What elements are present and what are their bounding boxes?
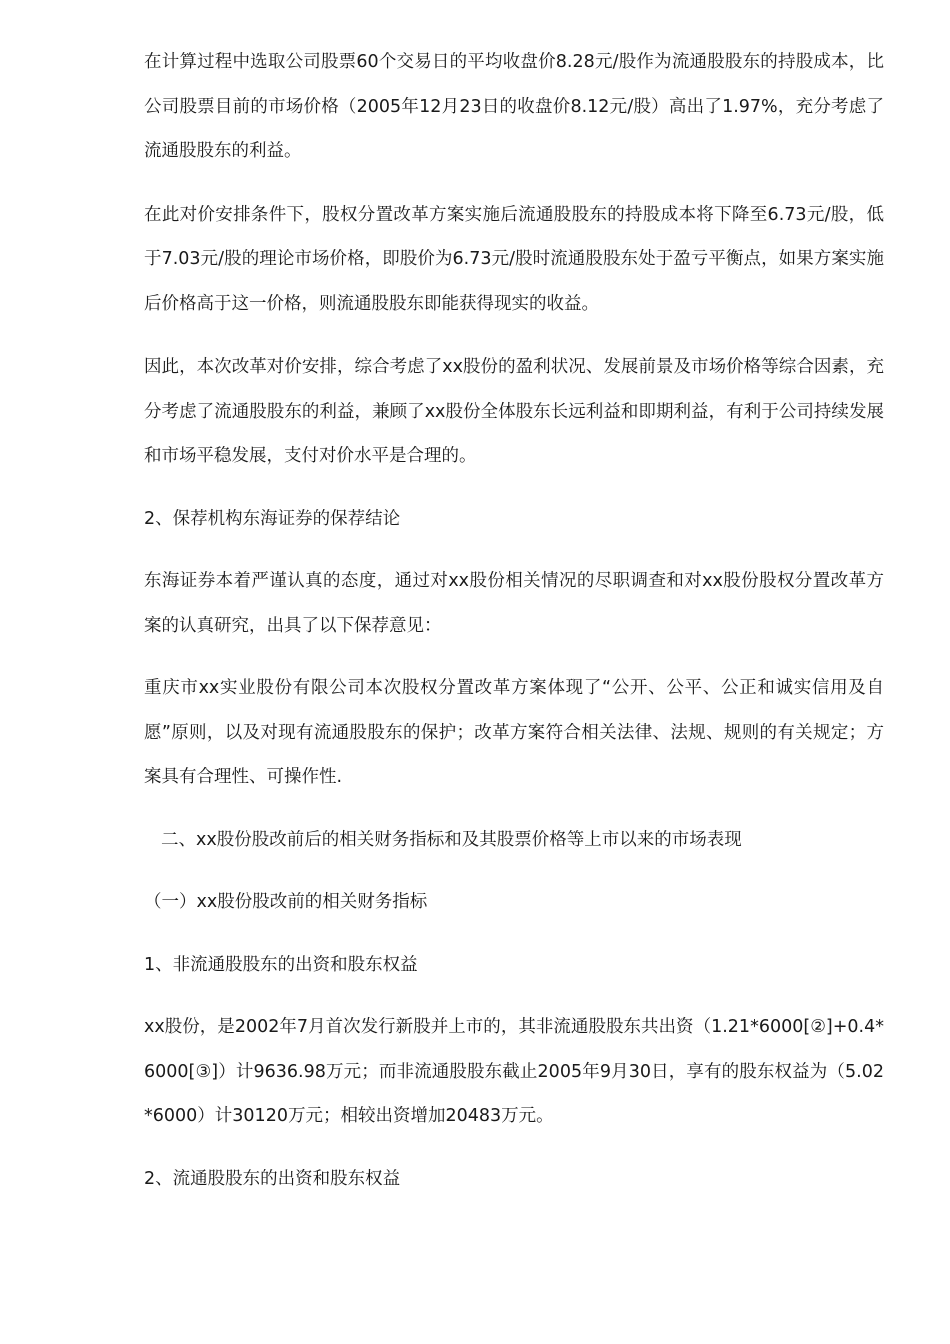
paragraph-holding-cost: 在计算过程中选取公司股票60个交易日的平均收盘价8.28元/股作为流通股股东的持股成本，比公司股票目前的市场价格（2005年12月23日的收盘价8.12元/股）高出了1.97%，充分考虑了流通股股东的利益。 bbox=[144, 52, 884, 161]
heading-sponsor-conclusion: 2、保荐机构东海证券的保荐结论 bbox=[144, 508, 401, 529]
paragraph-conclusion: 因此，本次改革对价安排，综合考虑了xx股份的盈利状况、发展前景及市场价格等综合因素，充分考虑了流通股股东的利益，兼顾了xx股份全体股东长远利益和即期利益，有利于公司持续发展和市场平稳发展，支付对价水平是合理的。 bbox=[144, 357, 884, 466]
heading-tradable-equity: 2、流通股股东的出资和股东权益 bbox=[144, 1168, 401, 1189]
paragraph-nontradable-equity: xx股份，是2002年7月首次发行新股并上市的，其非流通股股东共出资（1.21*6000[②]+0.4*6000[③]）计9636.98万元；而非流通股股东截止2005年9月30日，享有的股东权益为（5.02*6000）计30120万元；相较出资增加20483万元。 bbox=[144, 1017, 884, 1126]
paragraph-sponsor-opinion: 东海证券本着严谨认真的态度，通过对xx股份相关情况的尽职调查和对xx股份股权分置改革方案的认真研究，出具了以下保荐意见： bbox=[144, 571, 884, 636]
paragraph-breakeven: 在此对价安排条件下，股权分置改革方案实施后流通股股东的持股成本将下降至6.73元/股，低于7.03元/股的理论市场价格，即股价为6.73元/股时流通股股东处于盈亏平衡点，如果方案实施后价格高于这一价格，则流通股股东即能获得现实的收益。 bbox=[144, 204, 884, 314]
heading-financial-indicators: （一）xx股份股改前的相关财务指标 bbox=[144, 892, 428, 912]
heading-section-two: 二、xx股份股改前后的相关财务指标和及其股票价格等上市以来的市场表现 bbox=[161, 829, 742, 850]
document-page bbox=[144, 40, 884, 1201]
heading-nontradable-equity: 1、非流通股股东的出资和股东权益 bbox=[144, 954, 418, 975]
paragraph-reform-principles: 重庆市xx实业股份有限公司本次股权分置改革方案体现了“公开、公平、公正和诚实信用及自愿”原则，以及对现有流通股股东的保护；改革方案符合相关法律、法规、规则的有关规定；方案具有合理性、可操作性. bbox=[144, 678, 884, 787]
